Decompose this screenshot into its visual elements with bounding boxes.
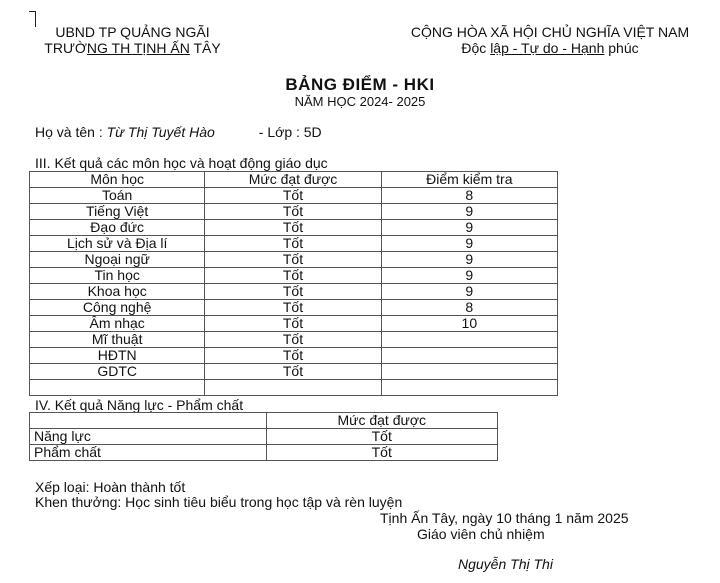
table-cell: Tốt bbox=[205, 316, 381, 332]
table-header-row bbox=[30, 413, 498, 429]
competency-table bbox=[29, 412, 498, 461]
column-header: Mức đạt được bbox=[266, 413, 498, 429]
subject-row bbox=[30, 252, 558, 268]
document-title: BẢNG ĐIỂM - HKI bbox=[285, 75, 435, 94]
table-cell: Tốt bbox=[205, 188, 381, 204]
table-cell: HĐTN bbox=[30, 348, 205, 364]
table-cell: Tốt bbox=[266, 445, 498, 461]
award: Khen thưởng: Học sinh tiêu biểu trong học tập và rèn luyện bbox=[35, 494, 403, 510]
table-cell: 8 bbox=[381, 300, 557, 316]
competency-row bbox=[30, 445, 498, 461]
table-cell: Ngoại ngữ bbox=[30, 252, 205, 268]
table-cell: 9 bbox=[381, 268, 557, 284]
table-cell: 9 bbox=[381, 252, 557, 268]
table-cell: Tốt bbox=[205, 348, 381, 364]
table-cell: Tốt bbox=[205, 220, 381, 236]
table-cell: GDTC bbox=[30, 364, 205, 380]
table-cell bbox=[205, 380, 381, 396]
table-cell: Tốt bbox=[266, 429, 498, 445]
student-name: Từ Thị Tuyết Hào bbox=[106, 124, 215, 140]
subject-row bbox=[30, 364, 558, 380]
table-cell: Năng lực bbox=[30, 429, 267, 445]
subject-row bbox=[30, 188, 558, 204]
table-cell: 8 bbox=[381, 188, 557, 204]
table-cell bbox=[381, 348, 557, 364]
table-cell: Tiếng Việt bbox=[30, 204, 205, 220]
crop-mark bbox=[35, 11, 36, 27]
subjects-table bbox=[29, 171, 558, 396]
table-cell: Tốt bbox=[205, 364, 381, 380]
subject-row bbox=[30, 300, 558, 316]
motto: Độc lập - Tự do - Hạnh phúc bbox=[461, 40, 639, 56]
table-cell: Mĩ thuật bbox=[30, 332, 205, 348]
table-header-row bbox=[30, 172, 558, 188]
teacher-role: Giáo viên chủ nhiệm bbox=[417, 526, 545, 542]
table-cell: Toán bbox=[30, 188, 205, 204]
table-cell: 9 bbox=[381, 284, 557, 300]
crop-mark bbox=[29, 11, 36, 12]
subject-row bbox=[30, 204, 558, 220]
subject-row bbox=[30, 236, 558, 252]
place-date: Tịnh Ấn Tây, ngày 10 tháng 1 năm 2025 bbox=[380, 510, 629, 526]
authority-name: UBND TP QUẢNG NGÃI bbox=[55, 24, 210, 40]
table-cell bbox=[30, 380, 205, 396]
table-cell: Tốt bbox=[205, 300, 381, 316]
table-cell: Tốt bbox=[205, 252, 381, 268]
table-cell bbox=[381, 380, 557, 396]
teacher-signature-name: Nguyễn Thị Thi bbox=[458, 556, 553, 572]
subject-row bbox=[30, 316, 558, 332]
table-cell: Tốt bbox=[205, 268, 381, 284]
section-4-heading: IV. Kết quả Năng lực - Phẩm chất bbox=[35, 397, 244, 413]
school-year: NĂM HỌC 2024- 2025 bbox=[294, 94, 426, 109]
subject-row bbox=[30, 268, 558, 284]
table-cell: Tốt bbox=[205, 204, 381, 220]
subject-row bbox=[30, 348, 558, 364]
school-header bbox=[40, 24, 225, 56]
table-cell: Tốt bbox=[205, 236, 381, 252]
column-header: Điểm kiểm tra bbox=[381, 172, 557, 188]
subject-row bbox=[30, 284, 558, 300]
table-cell bbox=[381, 364, 557, 380]
table-cell: Công nghệ bbox=[30, 300, 205, 316]
section-3-heading: III. Kết quả các môn học và hoạt động giáo dục bbox=[35, 155, 328, 171]
competency-row bbox=[30, 429, 498, 445]
national-header bbox=[400, 24, 700, 56]
table-cell: 9 bbox=[381, 236, 557, 252]
table-cell bbox=[381, 332, 557, 348]
school-name: TRƯỜNG TH TỊNH ẤN TÂY bbox=[44, 40, 221, 56]
table-cell: Khoa học bbox=[30, 284, 205, 300]
ranking: Xếp loại: Hoàn thành tốt bbox=[35, 479, 186, 495]
table-cell: Tốt bbox=[205, 284, 381, 300]
subject-row bbox=[30, 332, 558, 348]
table-cell: 9 bbox=[381, 204, 557, 220]
column-header bbox=[30, 413, 267, 429]
table-cell: Tốt bbox=[205, 332, 381, 348]
table-cell: 10 bbox=[381, 316, 557, 332]
column-header: Môn học bbox=[30, 172, 205, 188]
column-header: Mức đạt được bbox=[205, 172, 381, 188]
country-name: CỘNG HÒA XÃ HỘI CHỦ NGHĨA VIỆT NAM bbox=[410, 24, 690, 40]
student-class: - Lớp : 5D bbox=[258, 124, 322, 140]
table-cell: 9 bbox=[381, 220, 557, 236]
subject-row bbox=[30, 220, 558, 236]
subject-row bbox=[30, 380, 558, 396]
table-cell: Phẩm chất bbox=[30, 445, 267, 461]
table-cell: Đạo đức bbox=[30, 220, 205, 236]
table-cell: Tin học bbox=[30, 268, 205, 284]
student-info: Họ và tên : Từ Thị Tuyết Hào - Lớp : 5D bbox=[35, 124, 322, 140]
table-cell: Lịch sử và Địa lí bbox=[30, 236, 205, 252]
table-cell: Âm nhạc bbox=[30, 316, 205, 332]
